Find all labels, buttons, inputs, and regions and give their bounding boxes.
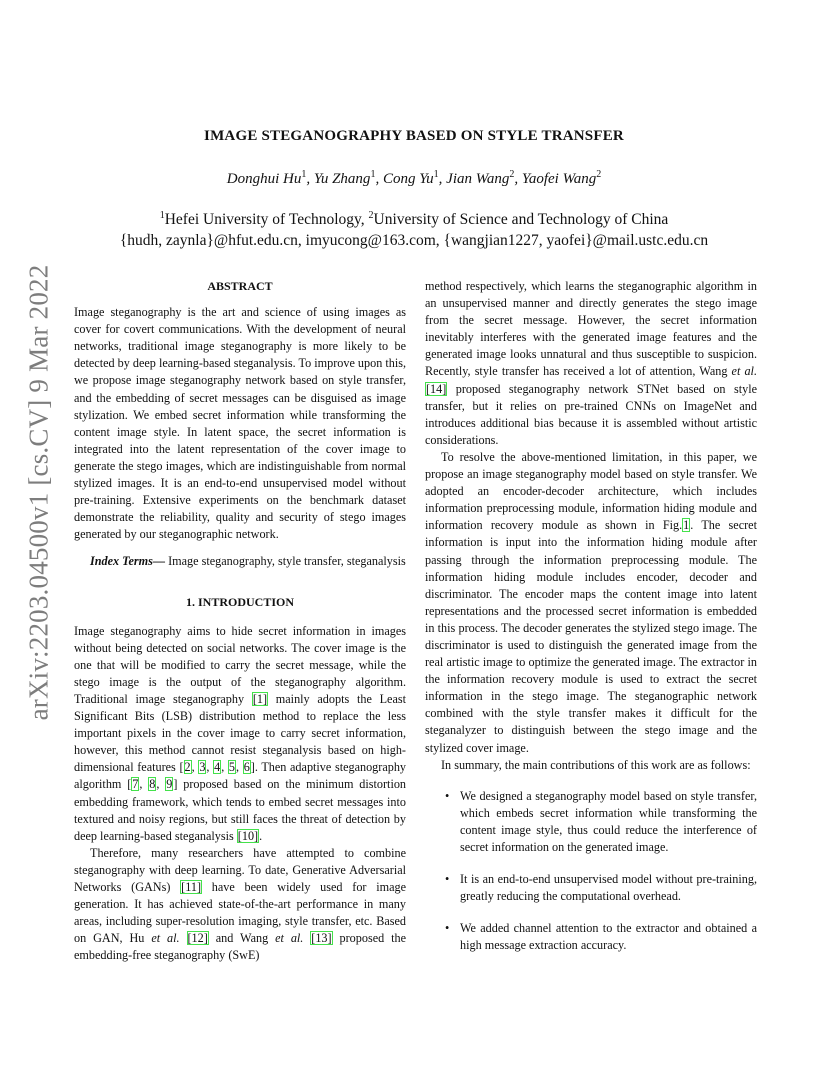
- author: Yaofei Wang: [521, 171, 597, 187]
- contribution-item: • We designed a steganography model based on style transfer, which embeds secret information while transforming the content image style, thus could reduce the interference of secret information on the generated image.: [443, 788, 757, 856]
- affiliation-2: University of Science and Technology of China: [373, 211, 669, 229]
- text-run: proposed the embedding-free steganography (SwE): [74, 931, 407, 963]
- citation-link[interactable]: [1]: [252, 691, 268, 706]
- arxiv-id: arXiv:2203.04500v1 [cs.CV] 9 Mar 2022: [23, 264, 54, 721]
- author-affiliation-mark: 1: [433, 169, 439, 180]
- text-run: ]. Then adaptive steganography algorithm [: [74, 760, 407, 792]
- contribution-item: • It is an end-to-end unsupervised model without pre-training, greatly reducing the computational overhead.: [443, 871, 757, 905]
- intro-paragraph-1: [74, 623, 406, 845]
- text-run: Therefore, many researchers have attempted to combine steganography with deep learning. To date, Generative Adversarial Networks (GANs): [74, 845, 406, 894]
- text-run: .: [259, 828, 263, 843]
- right-paragraph-1: [425, 278, 757, 449]
- et-al: et al.: [151, 931, 180, 946]
- text-run: ,: [236, 760, 243, 775]
- right-paragraph-2: [425, 449, 757, 757]
- citation-link[interactable]: [11]: [181, 880, 202, 894]
- contribution-item: • We added channel attention to the extractor and obtained a high message extraction accuracy.: [443, 920, 757, 954]
- author: Yu Zhang: [313, 171, 371, 187]
- text-run: To resolve the above-mentioned limitation, in this paper, we propose an image steganography model based on style transfer. We adopted an encoder-decoder architecture, which includes information preprocessing module, information hiding module and information recovery module as shown in Fig.: [425, 449, 757, 533]
- text-run: ] proposed based on the minimum distortion embedding framework, which tends to embed secret messages into textured and noisy regions, but still faces the threat of detection by deep learning-based steganalysis: [74, 777, 407, 843]
- paper-title: IMAGE STEGANOGRAPHY BASED ON STYLE TRANSFER: [204, 128, 624, 144]
- author-affiliation-mark: 1: [370, 169, 376, 180]
- citation-link[interactable]: 4: [214, 760, 221, 775]
- text-run: proposed steganography network STNet based on style transfer, but it relies on pre-trained CNNs on ImageNet and introduces additional bias because it is assembled without artistic considerations.: [425, 381, 757, 447]
- index-terms-text: Image steganography, style transfer, steganalysis: [165, 554, 406, 569]
- citation-link[interactable]: 8: [149, 777, 156, 792]
- text-run: . The secret information is input into the information hiding module after passing through the information preprocessing module. The information hiding module includes encoder, decoder and discriminator. The encoder maps the content image into latent representations and the processed secret information is embedded in this process. The decoder generates the stylized stego image. The discriminator is used to distinguish the generated image from the real artistic image to optimize the generated image. The extractor in the information recovery module is used to extract the secret information in the stego image. The steganographic network combined with the style transfer makes it difficult for the steganalyzer to distinguish between the stego image and the stylized cover image.: [425, 518, 757, 755]
- et-al: et al.: [275, 931, 304, 946]
- right-column: [425, 278, 757, 969]
- abstract-heading: ABSTRACT: [207, 279, 273, 293]
- arxiv-watermark: [21, 264, 57, 721]
- intro-heading: 1. INTRODUCTION: [185, 594, 294, 609]
- text-run: have been widely used for image generation. It has achieved state-of-the-art performance in many areas, including super-resolution imaging, style transfer, etc. Based on GAN, Hu: [74, 880, 407, 946]
- contribution-list: [425, 788, 757, 955]
- text-run: ,: [191, 760, 199, 775]
- index-terms: [74, 553, 406, 570]
- citation-link[interactable]: 5: [228, 760, 235, 775]
- author-affiliation-mark: 1: [301, 169, 307, 180]
- author: Donghui Hu: [226, 171, 302, 187]
- figure-link[interactable]: 1: [683, 518, 690, 533]
- email-line: {hudh, zaynla}@hfut.edu.cn, imyucong@163.com, {wangjian1227, yaofei}@mail.ustc.edu.cn: [119, 232, 709, 250]
- text-run: method respectively, which learns the steganographic algorithm in an unsupervised manner and directly generates the stego image from the secret message. However, the secret information inevitably interferes with the generated image features and the generated image looks unnatural and thus susceptible to suspicion. Recently, style transfer has received a lot of attention, Wang: [425, 279, 757, 379]
- affiliation-line: [0, 205, 828, 230]
- text-run: mainly adopts the Least Significant Bits (LSB) distribution method to replace the less important pixels in the cover image to carry secret information, however, this method cannot resist steganalysis based on high-dimensional features [: [74, 691, 406, 775]
- intro-paragraph-2: [74, 845, 406, 965]
- affiliation-1: Hefei University of Technology,: [164, 211, 369, 229]
- text-run: ,: [156, 777, 166, 792]
- citation-link[interactable]: 9: [166, 777, 173, 792]
- text-run: [180, 931, 187, 945]
- citation-link[interactable]: 6: [243, 760, 250, 775]
- author: Jian Wang: [446, 171, 510, 187]
- citation-link[interactable]: 7: [132, 777, 139, 792]
- abstract-text: Image steganography is the art and science of using images as cover for covert communications. With the development of neural networks, traditional image steganography is more likely to be detected by deep learning-based steganalysis. To improve upon this, we propose image steganography network based on style transfer, and the embedding of secret messages can be disguised as image stylization. We embed secret information while transforming the content image style. In latent space, the secret information is integrated into the latent representation of the cover image to generate the stego images, which are indistinguishable from normal stylized images. It is an end-to-end unsupervised model without pre-training. Extensive experiments on the benchmark dataset demonstrate the reliability, quality and security of stego images generated by our steganographic network.: [74, 305, 406, 542]
- citation-link[interactable]: 2: [184, 760, 191, 775]
- affiliations: [0, 205, 828, 251]
- citation-link[interactable]: [10]: [237, 828, 259, 843]
- text-run: ,: [206, 760, 214, 775]
- citation-link[interactable]: [14]: [426, 381, 447, 396]
- citation-link[interactable]: [12]: [187, 931, 208, 946]
- text-run: ,: [139, 777, 149, 792]
- right-paragraph-3: In summary, the main contributions of this work are as follows:: [441, 757, 751, 772]
- author-affiliation-mark: 2: [596, 169, 602, 180]
- affiliation-number: 2: [368, 210, 374, 221]
- citation-link[interactable]: [13]: [311, 931, 332, 946]
- text-run: and Wang: [208, 931, 276, 946]
- author-affiliation-mark: 2: [509, 169, 515, 180]
- author: Cong Yu: [382, 171, 434, 187]
- et-al: et al.: [731, 364, 757, 379]
- author-list: Donghui Hu$^1$, Yu Zhang$^1$, Cong Yu$^1$, Jian Wang$^2$, Yaofei Wang$^2$: [226, 169, 602, 187]
- left-column: [74, 278, 406, 964]
- citation-link[interactable]: 3: [199, 760, 206, 775]
- text-run: ,: [221, 760, 228, 775]
- affiliation-number: 1: [159, 210, 165, 221]
- text-run: Image steganography aims to hide secret information in images without being detected on social networks. The cover image is the one that will be modified to carry the secret message, while the stego image is the output of the steganography algorithm. Traditional image steganography: [74, 623, 406, 706]
- index-terms-label: Index Terms—: [90, 554, 166, 569]
